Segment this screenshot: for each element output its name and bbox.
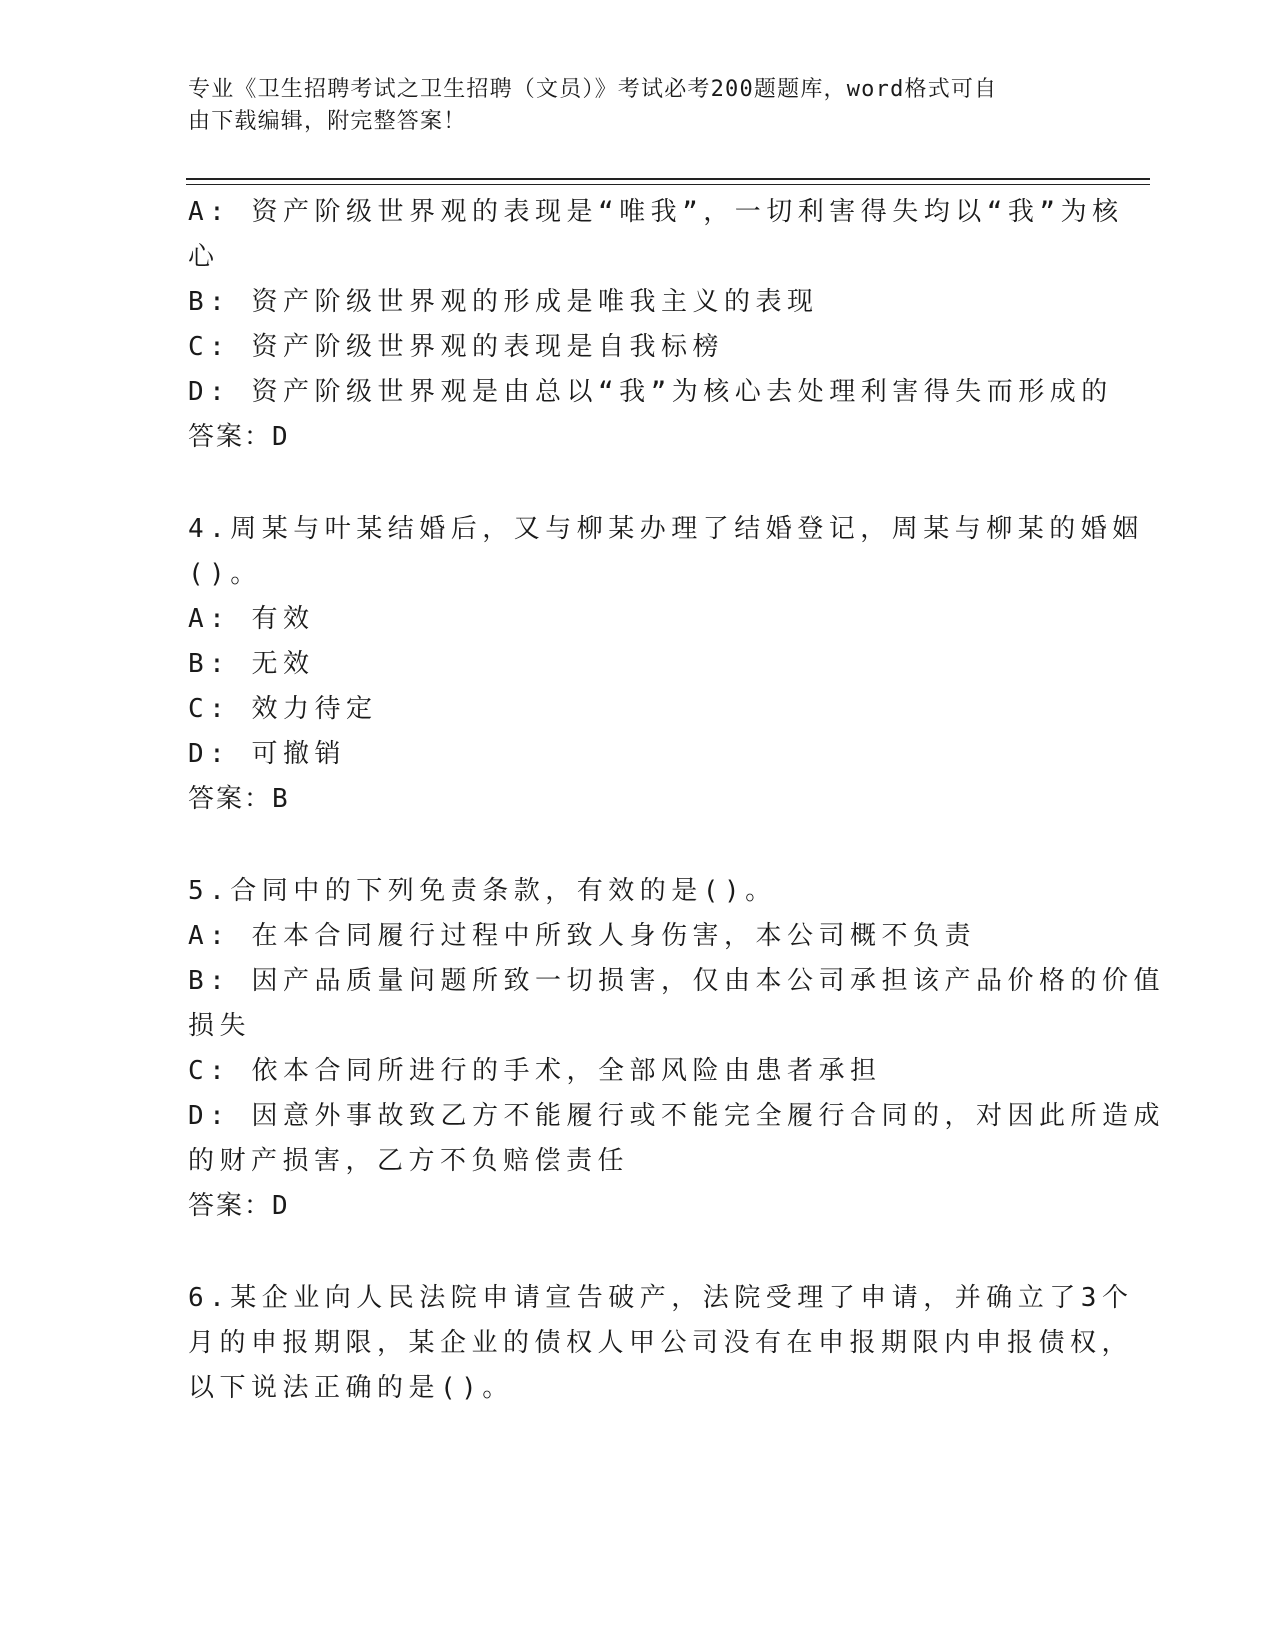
question-list [188, 190, 1165, 1411]
option-b-line-2: 损失 [188, 1011, 252, 1041]
option-b: B: 无效 [188, 649, 315, 679]
option-d: D: 资产阶级世界观是由总以“我”为核心去处理利害得失而形成的 [188, 377, 1113, 407]
answer-value: D [272, 422, 290, 452]
option-c: C: 资产阶级世界观的表现是自我标榜 [188, 332, 724, 362]
question-5-block [188, 869, 1165, 1229]
answer-value: B [272, 784, 290, 814]
question-stem-line-2: ()。 [188, 559, 262, 589]
option-c: C: 依本合同所进行的手术，全部风险由患者承担 [188, 1056, 882, 1086]
option-a: A: 在本合同履行过程中所致人身伤害，本公司概不负责 [188, 921, 976, 951]
document-header [188, 74, 1068, 138]
question-stem-line-3: 以下说法正确的是()。 [188, 1373, 514, 1403]
answer-line [188, 1184, 1088, 1229]
header-line-2: 由下载编辑，附完整答案！ [188, 109, 467, 134]
answer-label: 答案： [188, 422, 273, 452]
answer-line [188, 415, 1088, 460]
question-3-block [188, 190, 1124, 460]
answer-label: 答案： [188, 1191, 273, 1221]
question-stem-line-1: 4.周某与叶某结婚后，又与柳某办理了结婚登记，周某与柳某的婚姻 [188, 514, 1144, 544]
option-a: A: 有效 [188, 604, 315, 634]
question-4-block [188, 507, 1144, 822]
option-d: D: 可撤销 [188, 739, 346, 769]
answer-label: 答案： [188, 784, 273, 814]
header-divider-thick [186, 178, 1150, 180]
question-6-block [188, 1276, 1134, 1411]
header-line-1: 专业《卫生招聘考试之卫生招聘（文员）》考试必考200题题库，word格式可自 [188, 77, 998, 102]
question-stem-line-1: 6.某企业向人民法院申请宣告破产，法院受理了申请，并确立了3个 [188, 1283, 1134, 1313]
option-b-line-1: B: 因产品质量问题所致一切损害，仅由本公司承担该产品价格的价值 [188, 966, 1165, 996]
option-c: C: 效力待定 [188, 694, 378, 724]
header-divider-thin [186, 184, 1150, 185]
question-stem-line-2: 月的申报期限，某企业的债权人甲公司没有在申报期限内申报债权， [188, 1328, 1134, 1358]
answer-line [188, 777, 1088, 822]
option-a-line-2: 心 [188, 242, 220, 272]
answer-value: D [272, 1191, 290, 1221]
option-b: B: 资产阶级世界观的形成是唯我主义的表现 [188, 287, 819, 317]
option-d-line-2: 的财产损害，乙方不负赔偿责任 [188, 1146, 630, 1176]
question-stem: 5.合同中的下列免责条款，有效的是()。 [188, 876, 777, 906]
option-a-line-1: A: 资产阶级世界观的表现是“唯我”，一切利害得失均以“我”为核 [188, 197, 1124, 227]
option-d-line-1: D: 因意外事故致乙方不能履行或不能完全履行合同的，对因此所造成 [188, 1101, 1165, 1131]
